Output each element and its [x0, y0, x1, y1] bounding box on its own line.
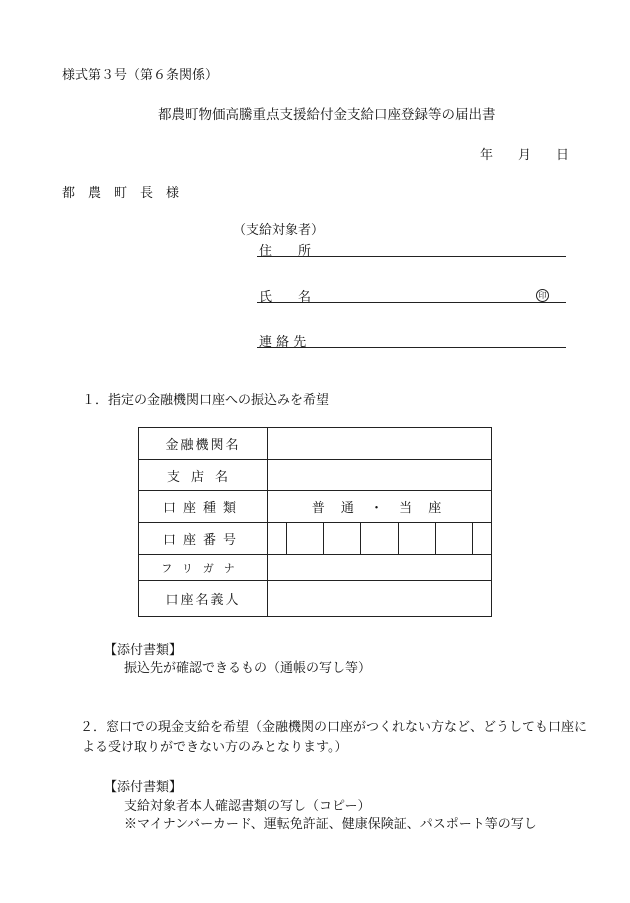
section2-heading-line2: よる受け取りができない方のみとなります。）	[82, 740, 348, 755]
document-title: 都農町物価高騰重点支援給付金支給口座登録等の届出書	[158, 107, 496, 123]
section2-attach-line1: 支給対象者本人確認書類の写し（コピー）	[124, 799, 371, 814]
name-line[interactable]	[257, 302, 566, 303]
digit-box[interactable]	[268, 523, 287, 554]
account-number-digits	[268, 523, 491, 554]
addressee: 都 農 町 長 様	[62, 186, 180, 201]
furigana-field[interactable]	[268, 555, 492, 581]
account-type-options[interactable]: 普 通 ・ 当 座	[268, 491, 492, 523]
digit-box[interactable]	[324, 523, 361, 554]
account-type-label: 口座種類	[139, 491, 268, 523]
branch-field[interactable]	[268, 460, 492, 491]
section2-attach-heading: 【添付書類】	[104, 780, 183, 795]
date-year-label: 年	[480, 148, 494, 163]
bank-name-label: 金融機関名	[139, 428, 268, 460]
date-month-label: 月	[518, 148, 532, 163]
digit-box[interactable]	[361, 523, 398, 554]
bank-account-table	[138, 427, 492, 617]
bank-name-field[interactable]	[268, 428, 492, 460]
address-label: 住 所	[259, 244, 312, 259]
account-number-label: 口座番号	[139, 523, 268, 555]
account-holder-field[interactable]	[268, 581, 492, 617]
section2-heading-line1: ２．窓口での現金支給を希望（金融機関の口座がつくれない方など、どうしても口座に	[80, 720, 588, 735]
contact-line[interactable]	[257, 347, 566, 348]
contact-label: 連 絡 先	[259, 335, 307, 350]
address-line[interactable]	[257, 256, 566, 257]
account-holder-label: 口座名義人	[139, 581, 268, 617]
digit-box[interactable]	[472, 523, 491, 554]
name-label: 氏 名	[259, 290, 312, 305]
section2-attach-line2: ※マイナンバーカード、運転免許証、健康保険証、パスポート等の写し	[124, 817, 537, 832]
applicant-heading: （支給対象者）	[233, 223, 325, 238]
section1-attach-heading: 【添付書類】	[104, 643, 183, 658]
form-number: 様式第３号（第６条関係）	[62, 68, 219, 83]
branch-label: 支店名	[139, 460, 268, 491]
digit-box[interactable]	[435, 523, 472, 554]
section1-heading: １．指定の金融機関口座への振込みを希望	[82, 393, 330, 408]
section1-attach-text: 振込先が確認できるもの（通帳の写し等）	[124, 661, 372, 676]
digit-box[interactable]	[287, 523, 324, 554]
furigana-label: フリガナ	[139, 555, 268, 581]
digit-box[interactable]	[398, 523, 435, 554]
seal-mark: 印	[536, 287, 549, 302]
account-number-field[interactable]	[268, 523, 492, 555]
date-day-label: 日	[556, 148, 570, 163]
